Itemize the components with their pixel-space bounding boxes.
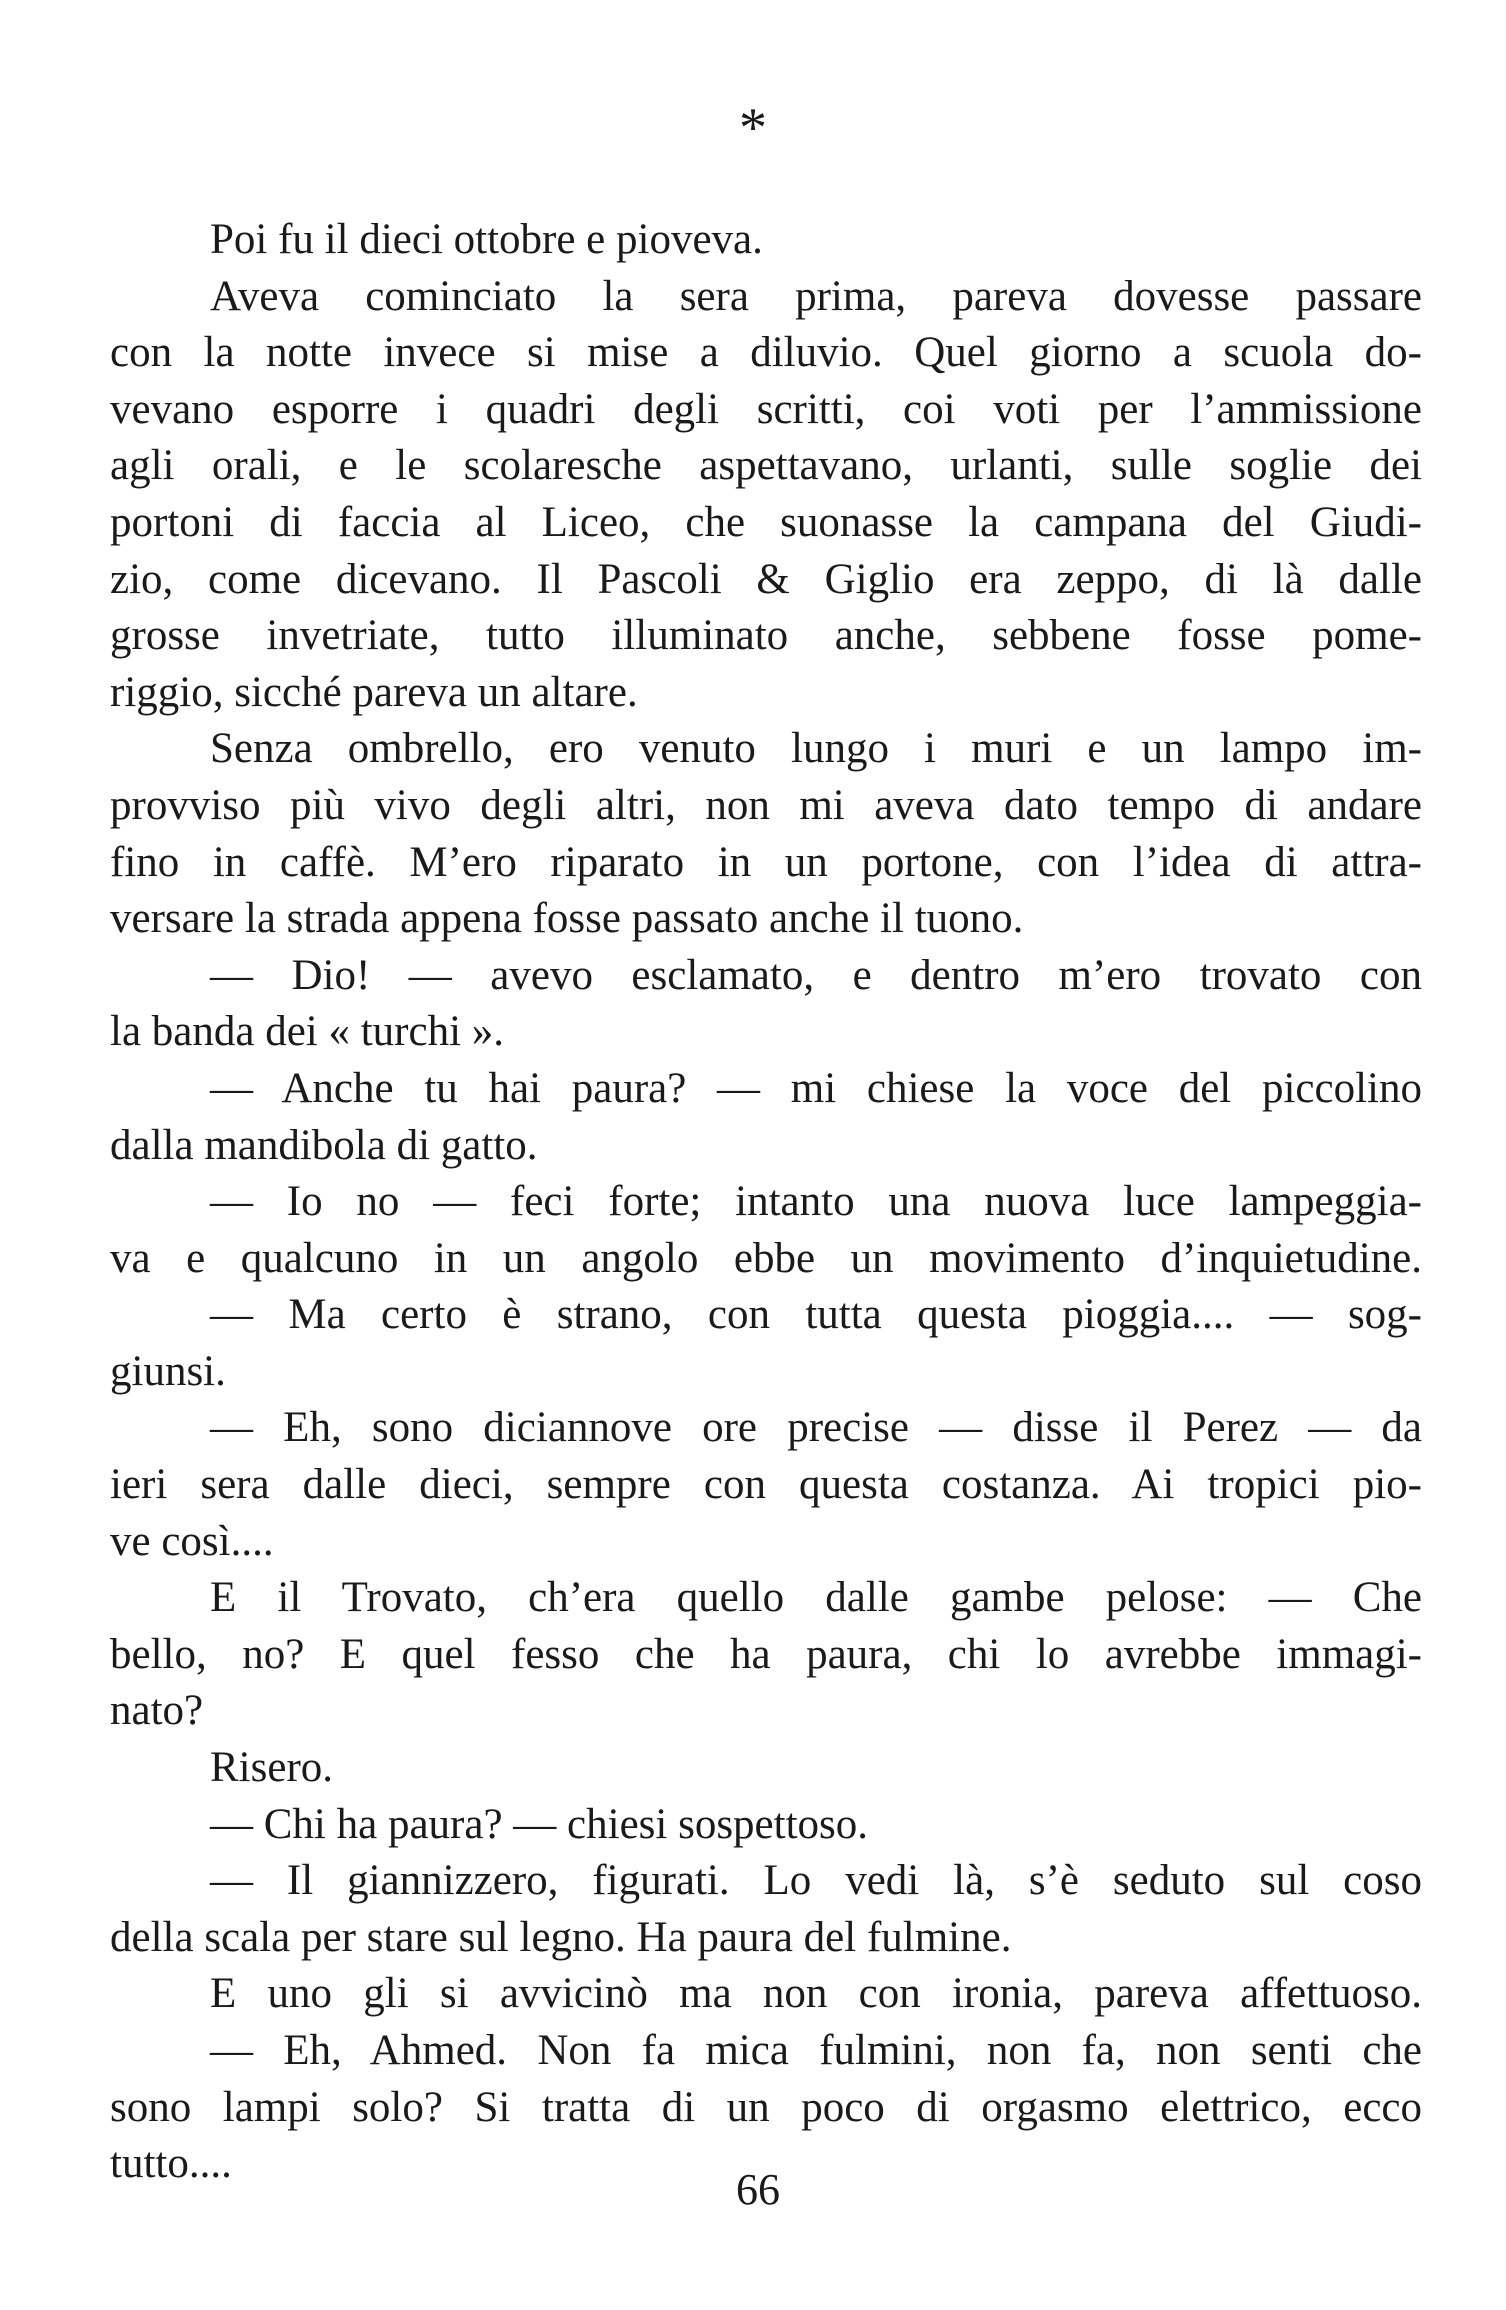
- text-line: agli orali, e le scolaresche aspettavano, urlanti, sulle soglie dei: [110, 442, 1422, 490]
- text-line: grosse invetriate, tutto illuminato anche, sebbene fosse pome-: [110, 612, 1422, 660]
- text-line: Aveva cominciato la sera prima, pareva dovesse passare: [210, 272, 1422, 320]
- text-line: bello, no? E quel fesso che ha paura, chi lo avrebbe immagi-: [110, 1630, 1422, 1678]
- text-line: — Eh, sono diciannove ore precise — disse il Perez — da: [210, 1404, 1422, 1452]
- text-line: — Io no — feci forte; intanto una nuova luce lampeggia-: [210, 1178, 1422, 1226]
- text-line: riggio, sicché pareva un altare.: [110, 668, 638, 716]
- text-line: sono lampi solo? Si tratta di un poco di orgasmo elettrico, ecco: [110, 2083, 1422, 2131]
- page-number: 66: [736, 2165, 780, 2214]
- text-line: — Chi ha paura? — chiesi sospettoso.: [210, 1800, 869, 1848]
- text-line: E uno gli si avvicinò ma non con ironia, pareva affettuoso.: [210, 1970, 1422, 2018]
- text-line: — Eh, Ahmed. Non fa mica fulmini, non fa, non senti che: [210, 2027, 1422, 2074]
- text-line: portoni di faccia al Liceo, che suonasse la campana del Giudi-: [110, 498, 1422, 546]
- text-line: — Dio! — avevo esclamato, e dentro m’ero trovato con: [210, 951, 1422, 999]
- text-line: fino in caffè. M’ero riparato in un portone, con l’idea di attra-: [110, 838, 1422, 886]
- text-line: tutto....: [110, 2140, 232, 2188]
- text-line: zio, come dicevano. Il Pascoli & Giglio era zeppo, di là dalle: [110, 555, 1422, 603]
- text-line: ve così....: [110, 1517, 274, 1565]
- text-line: vevano esporre i quadri degli scritti, coi voti per l’ammissione: [110, 385, 1422, 433]
- text-line: — Anche tu hai paura? — mi chiese la voce del piccolino: [210, 1064, 1422, 1112]
- text-line: ieri sera dalle dieci, sempre con questa costanza. Ai tropici pio-: [110, 1461, 1422, 1509]
- text-line: giunsi.: [110, 1347, 226, 1395]
- text-line: della scala per stare sul legno. Ha paura del fulmine.: [110, 1913, 1012, 1961]
- body-text: [110, 212, 1422, 2193]
- text-line: la banda dei « turchi ».: [110, 1008, 505, 1056]
- text-line: va e qualcuno in un angolo ebbe un movimento d’inquietudine.: [110, 1234, 1422, 1282]
- text-line: E il Trovato, ch’era quello dalle gambe pelose: — Che: [210, 1574, 1422, 1622]
- text-line: Senza ombrello, ero venuto lungo i muri e un lampo im-: [210, 725, 1422, 773]
- text-line: nato?: [110, 1687, 204, 1735]
- text-line: con la notte invece si mise a diluvio. Quel giorno a scuola do-: [110, 329, 1422, 377]
- text-line: versare la strada appena fosse passato anche il tuono.: [110, 895, 1024, 943]
- text-line: dalla mandibola di gatto.: [110, 1121, 538, 1169]
- text-line: Risero.: [210, 1744, 334, 1792]
- text-line: Poi fu il dieci ottobre e pioveva.: [210, 216, 763, 263]
- text-line: — Il giannizzero, figurati. Lo vedi là, s’è seduto sul coso: [210, 1857, 1422, 1905]
- text-line: — Ma certo è strano, con tutta questa pioggia.... — sog-: [210, 1291, 1422, 1339]
- section-break-asterisk: *: [739, 97, 767, 159]
- text-line: provviso più vivo degli altri, non mi aveva dato tempo di andare: [110, 781, 1422, 829]
